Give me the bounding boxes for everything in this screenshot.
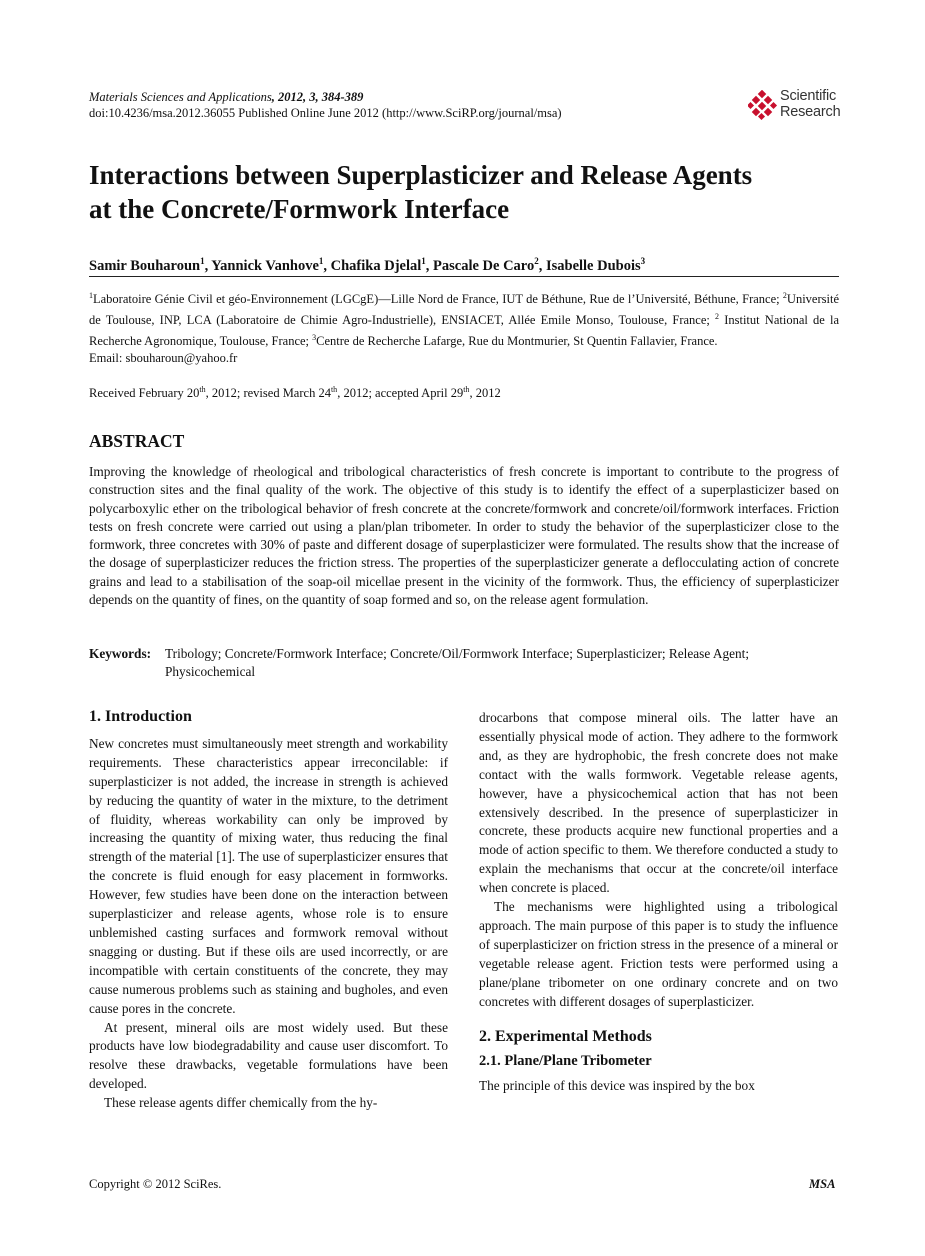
author-list bbox=[89, 256, 645, 275]
author-separator: , bbox=[204, 257, 212, 274]
footer-journal-abbr: MSA bbox=[809, 1177, 836, 1191]
keywords-label: Keywords: bbox=[89, 646, 152, 661]
author-name: Chafika Djelal bbox=[330, 257, 422, 274]
affiliations bbox=[89, 287, 839, 367]
affiliation-mark: 1 bbox=[89, 291, 93, 300]
affiliation-text: Institut National de la Recherche Agronomique, Toulouse, France; bbox=[89, 313, 839, 349]
author-name: Isabelle Dubois bbox=[545, 257, 641, 274]
section-heading-introduction: 1. Introduction bbox=[89, 708, 192, 725]
paragraph: The mechanisms were highlighted using a tribological approach. The main purpose of this paper is to study the influence of superplasticizer on friction stress in the presence of a mineral or vegetable release agent. Friction tests were performed using a plane/plane tribometer on one ordinary concrete and on two concretes with different dosages of superplasticizer. bbox=[479, 899, 838, 1009]
author-name: Yannick Vanhove bbox=[211, 257, 319, 274]
journal-citation bbox=[89, 90, 363, 105]
affiliation-mark: 2 bbox=[715, 312, 720, 322]
affiliation-mark: 3 bbox=[312, 333, 317, 343]
author-affiliation-mark: 1 bbox=[200, 256, 205, 266]
author-name: Pascale De Caro bbox=[433, 257, 535, 274]
right-column bbox=[479, 709, 838, 1096]
paragraph: These release agents differ chemically from the hy- bbox=[104, 1095, 378, 1111]
paper-title bbox=[89, 158, 849, 226]
section-heading-methods: 2. Experimental Methods bbox=[479, 1027, 652, 1045]
author-affiliation-mark: 3 bbox=[640, 256, 646, 266]
ordinal-suffix: th bbox=[199, 385, 206, 394]
publisher-logo bbox=[748, 88, 848, 124]
contact-email: Email: sbouharoun@yahoo.fr bbox=[89, 351, 238, 366]
subsection-heading-tribometer: 2.1. Plane/Plane Tribometer bbox=[479, 1053, 652, 1070]
author-name: Samir Bouharoun bbox=[89, 257, 201, 274]
logo-line1: Scientific bbox=[780, 88, 837, 104]
revised-text: , 2012; revised March 24 bbox=[205, 386, 331, 401]
title-line-1: Interactions between Superplasticizer and Release Agents bbox=[89, 160, 753, 190]
paragraph: At present, mineral oils are most widely used. But these products have low biodegradability and cause user discomfort. To resolve these drawbacks, vegetable formulations have been developed. bbox=[89, 1019, 448, 1092]
affiliation-text: Université de Toulouse, INP, LCA (Laboratoire de Chimie Agro-Industrielle), ENSIACET, Allée Emile Monso, Toulouse, France; bbox=[89, 292, 839, 328]
ordinal-suffix: th bbox=[330, 385, 338, 394]
journal-info: , 2012, 3, 384-389 bbox=[271, 90, 364, 104]
journal-name: Materials Sciences and Applications bbox=[89, 90, 272, 104]
paragraph: drocarbons that compose mineral oils. The latter have an essentially physical mode of action. They adhere to the formwork and, as they are hydrophobic, the fresh concrete does not make contact with the walls formwork. Vegetable release agents, however, have a physicochemical action that has not been extensively described. In the presence of superplasticizer in concrete, these products acquire new functional properties and a mode of action specific to them. We therefore conducted a study to explain the mechanisms that occur at the concrete/oil interface when concrete is placed. bbox=[479, 710, 838, 896]
paragraph: The principle of this device was inspired by the box bbox=[479, 1078, 755, 1094]
author-divider bbox=[89, 276, 839, 277]
ordinal-suffix: th bbox=[463, 385, 470, 394]
received-text: Received February 20 bbox=[89, 386, 200, 401]
author-separator: , bbox=[538, 257, 546, 274]
author-separator: , bbox=[425, 257, 434, 274]
footer-copyright: Copyright © 2012 SciRes. bbox=[89, 1177, 222, 1191]
affiliation-text: Centre de Recherche Lafarge, Rue du Montmurier, St Quentin Fallavier, France. bbox=[316, 334, 718, 349]
keywords-text: Tribology; Concrete/Formwork Interface; Concrete/Oil/Formwork Interface; Superplasticizer; Release Agent; Physicochemical bbox=[165, 646, 750, 680]
author-separator: , bbox=[323, 257, 331, 274]
keywords bbox=[89, 645, 839, 680]
logo-line2: Research bbox=[780, 104, 841, 120]
abstract-heading: ABSTRACT bbox=[89, 431, 185, 451]
affiliation-text: Laboratoire Génie Civil et géo-Environnement (LGCgE)—Lille Nord de France, IUT de Béthune, Rue de l’Université, Béthune, France; bbox=[93, 292, 783, 307]
title-line-2: at the Concrete/Formwork Interface bbox=[89, 194, 510, 224]
doi-line: doi:10.4236/msa.2012.36055 Published Online June 2012 (http://www.SciRP.org/journal/msa) bbox=[89, 106, 562, 120]
logo-text bbox=[780, 88, 840, 120]
accepted-text: , 2012; accepted April 29 bbox=[337, 386, 464, 401]
logo-mark-icon bbox=[748, 90, 778, 120]
author-affiliation-mark: 1 bbox=[318, 256, 324, 266]
abstract-text: Improving the knowledge of rheological and tribological characteristics of fresh concrete is important to contribute to the progress of construction sites and the final quality of the work. The objective of this study is to identify the effect of a superplasticizer based on polycarboxylic ether on the tribological behavior of fresh concrete at the concrete/formwork and concrete/oil/formwork interfaces. Friction tests on fresh concrete were carried out using a plan/plan tribometer. In order to study the behavior of the superplasticizer close to the formwork, three concretes with 30% of paste and different dosage of superplasticizer were formulated. The results show that the increase of the dosage of superplasticizer reduces the friction stress. The properties of the superplasticizer generate a deflocculating action of concrete grains and lead to a stabilisation of the soap-oil micellae present in the vicinity of the formwork. Thus, the efficiency of superplasticizer depends on the quantity of fines, on the quantity of soap formed and so, on the release agent formulation. bbox=[89, 464, 839, 608]
author-affiliation-mark: 1 bbox=[421, 256, 426, 266]
affiliation-mark: 2 bbox=[782, 291, 787, 300]
left-column bbox=[89, 708, 448, 1113]
author-affiliation-mark: 2 bbox=[534, 256, 539, 266]
accepted-year: , 2012 bbox=[469, 386, 501, 401]
received-dates bbox=[89, 385, 501, 401]
paragraph: New concretes must simultaneously meet strength and workability requirements. These characteristics appear irreconcilable: if superplasticizer is not added, the increase in strength is achieved by reducing the quantity of water in the mixture, to the detriment of fluidity, whereas workability can only be improved by increasing the quantity of mixing water, thus reducing the final strength of the material [1]. The use of superplasticizer ensures that the concrete is fluid enough for easy placement in formworks. However, few studies have been done on the interaction between superplasticizer and release agents, whose role is to ensure unblemished casting surfaces and formwork removal without snagging or dusting. But if these oils are used incorrectly, or are incompatible with certain constituents of the concrete, they may cause numerous problems such as staining and bugholes, and even cause pores in the concrete. bbox=[89, 735, 448, 1016]
